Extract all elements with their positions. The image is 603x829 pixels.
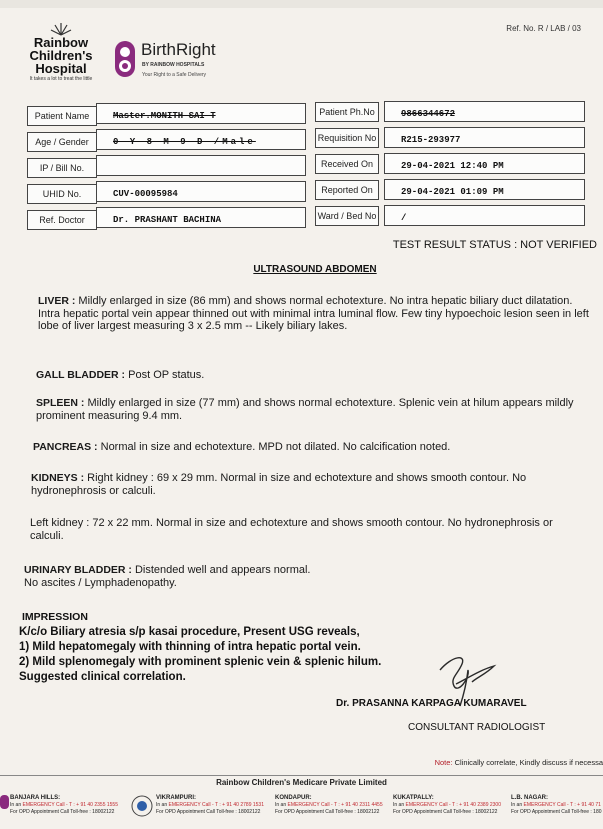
ward-label: Ward / Bed No bbox=[315, 206, 379, 226]
age-gender-text: 0 Y 8 M 9 D /Male bbox=[113, 137, 256, 147]
age-gender-value bbox=[96, 129, 306, 150]
branch-line-prefix: In an bbox=[393, 802, 406, 808]
left-kidney-finding: Left kidney : 72 x 22 mm. Normal in size and echotexture and shows smooth contour. No hydronephrosis or calculi. bbox=[30, 517, 553, 542]
liver-label: LIVER : bbox=[38, 295, 76, 307]
kidneys-text: Right kidney : 69 x 29 mm. Normal in size and echotexture and shows smooth contour. No hydronephrosis or calculi. bbox=[31, 472, 527, 497]
branch-kondapur bbox=[275, 795, 383, 816]
uhid-value: CUV-00095984 bbox=[96, 181, 306, 202]
kidneys-label: KIDNEYS : bbox=[31, 472, 85, 484]
gall-bladder-text: Post OP status. bbox=[128, 369, 205, 381]
age-gender-label: Age / Gender bbox=[27, 132, 97, 152]
gall-bladder-finding bbox=[36, 369, 591, 382]
rainbow-hospital-logo bbox=[18, 22, 104, 82]
phone-label: Patient Ph.No bbox=[315, 102, 379, 122]
branch-line-prefix: In an bbox=[511, 802, 524, 808]
spleen-label: SPLEEN : bbox=[36, 397, 85, 409]
radiologist-name: Dr. PRASANNA KARPAGA KUMARAVEL bbox=[336, 698, 527, 709]
phone-value bbox=[384, 101, 585, 122]
impression-section bbox=[19, 610, 381, 685]
branch-emergency: EMERGENCY Call - T : + 91 40 2389 2300 bbox=[405, 802, 501, 808]
branch-opd: For OPD Appointment Call Toll-free : 18002122 bbox=[10, 809, 115, 815]
hospital-name-line-2: Children's bbox=[29, 48, 93, 63]
patient-name-value bbox=[96, 103, 306, 124]
ref-doctor-label: Ref. Doctor bbox=[27, 210, 97, 230]
kidneys-finding bbox=[31, 472, 571, 497]
liver-text: Mildly enlarged in size (86 mm) and shows normal echotexture. No intra hepatic biliary duct dilatation. Intra hepatic portal vein appear thinned out with minimal intra luminal flow. Few tiny hypoechoic lesion seen in left lobe of liver largest measuring 3 x 2.5 mm -- Likely biliary lakes. bbox=[38, 295, 589, 332]
hospital-name-line-1: Rainbow bbox=[33, 35, 89, 50]
phone-text: 9866344672 bbox=[401, 109, 456, 119]
reported-label: Reported On bbox=[315, 180, 379, 200]
clinical-note bbox=[435, 758, 603, 767]
reported-value: 29-04-2021 01:09 PM bbox=[384, 179, 585, 200]
branch-opd: For OPD Appointment Call Toll-free : 18002122 bbox=[156, 809, 261, 815]
branch-line-prefix: In an bbox=[10, 802, 23, 808]
branch-opd: For OPD Appointment Call Toll-free : 180 bbox=[511, 809, 602, 815]
urinary-bladder-label: URINARY BLADDER : bbox=[24, 564, 132, 576]
branch-name: L.B. NAGAR: bbox=[511, 795, 548, 801]
received-value: 29-04-2021 12:40 PM bbox=[384, 153, 585, 174]
ref-doctor-value: Dr. PRASHANT BACHINA bbox=[96, 207, 306, 228]
branch-banjara-hills bbox=[10, 795, 118, 816]
requisition-label: Requisition No bbox=[315, 128, 379, 148]
branch-emergency: EMERGENCY Call - T : + 91 40 2311 4455 bbox=[287, 802, 383, 808]
test-result-status: TEST RESULT STATUS : NOT VERIFIED bbox=[392, 239, 597, 251]
spleen-text: Mildly enlarged in size (77 mm) and shows normal echotexture. Splenic vein at hilum appears mildly prominent measuring 9.4 mm. bbox=[36, 397, 574, 422]
impression-line-4: Suggested clinical correlation. bbox=[19, 671, 186, 683]
requisition-value: R215-293977 bbox=[384, 127, 585, 148]
branch-name: VIKRAMPURI: bbox=[156, 795, 196, 801]
company-name: Rainbow Children's Medicare Private Limited bbox=[216, 778, 387, 787]
patient-name-label: Patient Name bbox=[27, 106, 97, 126]
branch-opd: For OPD Appointment Call Toll-free : 18002122 bbox=[393, 809, 498, 815]
branch-logo-icon bbox=[131, 795, 153, 817]
branch-opd: For OPD Appointment Call Toll-free : 18002122 bbox=[275, 809, 380, 815]
birthright-name: BirthRight bbox=[141, 40, 216, 59]
urinary-bladder-finding bbox=[24, 564, 564, 589]
pancreas-text: Normal in size and echotexture. MPD not dilated. No calcification noted. bbox=[100, 441, 451, 453]
branch-name: BANJARA HILLS: bbox=[10, 795, 61, 801]
branch-line-prefix: In an bbox=[156, 802, 169, 808]
branch-emergency: EMERGENCY Call - T : + 91 40 2355 1555 bbox=[22, 802, 118, 808]
radiologist-designation: CONSULTANT RADIOLOGIST bbox=[408, 722, 546, 733]
branch-vikrampuri bbox=[156, 795, 264, 816]
branch-name: KUKATPALLY: bbox=[393, 795, 434, 801]
hospital-name-line-3: Hospital bbox=[35, 61, 87, 76]
ward-value: / bbox=[384, 205, 585, 226]
liver-finding bbox=[38, 295, 596, 333]
branch-kukatpally bbox=[393, 795, 501, 816]
ip-bill-label: IP / Bill No. bbox=[27, 158, 97, 178]
pancreas-label: PANCREAS : bbox=[33, 441, 98, 453]
ascites-text: No ascites / Lymphadenopathy. bbox=[24, 576, 177, 589]
note-label: Note: bbox=[434, 758, 453, 767]
birthright-subtitle: BY RAINBOW HOSPITALS bbox=[142, 62, 205, 68]
footer-divider bbox=[0, 775, 603, 776]
branch-emergency: EMERGENCY Call - T : + 91 40 71 bbox=[523, 802, 601, 808]
urinary-bladder-text: Distended well and appears normal. bbox=[134, 564, 311, 576]
reference-number: Ref. No. R / LAB / 03 bbox=[506, 24, 581, 33]
received-label: Received On bbox=[315, 154, 379, 174]
pancreas-finding bbox=[33, 441, 588, 454]
impression-line-1: K/c/o Biliary atresia s/p kasai procedure, Present USG reveals, bbox=[19, 626, 360, 638]
birthright-tagline: Your Right to a Safe Delivery bbox=[142, 72, 207, 78]
spleen-finding bbox=[36, 397, 596, 422]
report-title: ULTRASOUND ABDOMEN bbox=[253, 264, 377, 275]
branch-name: KONDAPUR: bbox=[275, 795, 312, 801]
branch-line-prefix: In an bbox=[275, 802, 288, 808]
branch-emergency: EMERGENCY Call - T : + 91 40 2789 1531 bbox=[168, 802, 264, 808]
note-text: Clinically correlate, Kindly discuss if necessa bbox=[454, 758, 603, 767]
birthright-logo-icon bbox=[113, 40, 137, 78]
impression-heading: IMPRESSION bbox=[22, 611, 88, 623]
branch-lb-nagar bbox=[511, 795, 602, 816]
branch-logo-icon bbox=[0, 795, 9, 809]
ip-bill-value bbox=[96, 155, 306, 176]
impression-line-3: 2) Mild splenomegaly with prominent splenic vein & splenic hilum. bbox=[19, 656, 382, 668]
sunburst-icon bbox=[50, 22, 72, 36]
page-top-edge bbox=[0, 0, 603, 8]
hospital-tagline: It takes a lot to treat the little bbox=[29, 76, 93, 82]
patient-name-text: Master.MONITH SAI T bbox=[113, 111, 216, 121]
gall-bladder-label: GALL BLADDER : bbox=[36, 369, 126, 381]
uhid-label: UHID No. bbox=[27, 184, 97, 204]
impression-line-2: 1) Mild hepatomegaly with thinning of intra hepatic portal vein. bbox=[19, 641, 361, 653]
